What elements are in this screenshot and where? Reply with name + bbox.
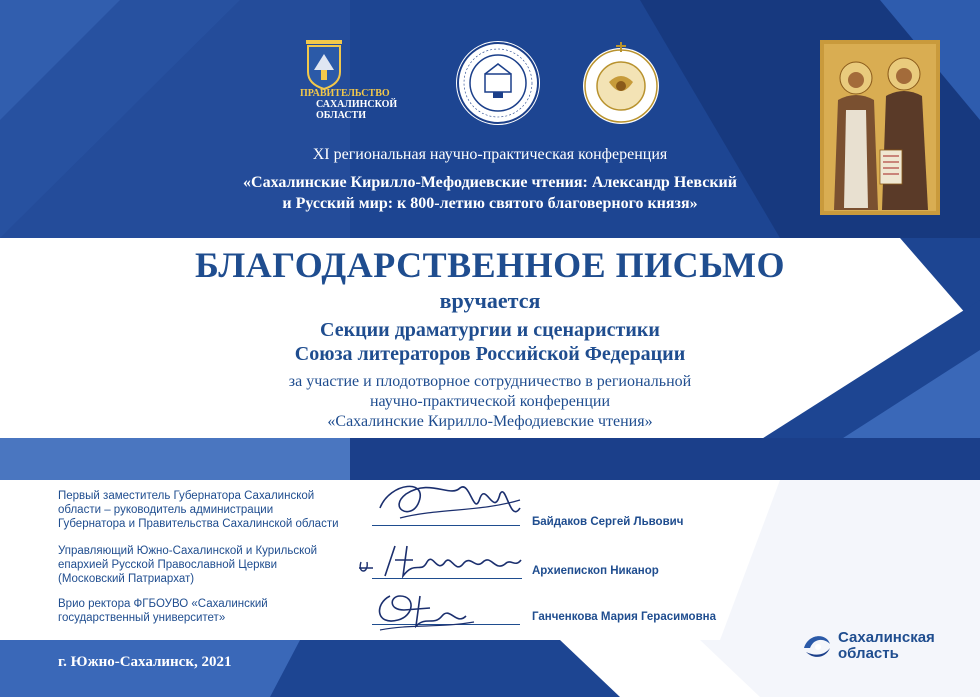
church-seal-icon xyxy=(578,40,664,126)
signatory-2-name: Архиепископ Никанор xyxy=(532,565,659,577)
region-line1: Сахалинская xyxy=(838,629,935,646)
signatory-1-role-line1: Первый заместитель Губернатора Сахалинской xyxy=(58,490,315,502)
reason-line3: «Сахалинские Кирилло-Мефодиевские чтения» xyxy=(327,413,653,430)
signatory-2-role xyxy=(58,544,378,586)
region-logo-icon xyxy=(800,630,834,662)
signatory-2-role-line2: епархией Русской Православной Церкви xyxy=(58,559,278,571)
city-year: г. Южно-Сахалинск, 2021 xyxy=(58,654,232,670)
presented-label: вручается xyxy=(439,288,541,313)
signatory-2-role-line3: (Московский Патриархат) xyxy=(58,573,195,585)
government-logo-text xyxy=(300,88,397,121)
reason xyxy=(150,372,830,432)
signatory-3-role xyxy=(58,597,378,625)
region-logo-text xyxy=(838,630,935,662)
certificate-title: БЛАГОДАРСТВЕННОЕ ПИСЬМО xyxy=(194,245,786,285)
reason-line1: за участие и плодотворное сотрудничество в региональной xyxy=(288,373,692,390)
signatory-3-role-line1: Врио ректора ФГБОУВО «Сахалинский xyxy=(58,598,268,610)
reason-line2: научно-практической конференции xyxy=(369,393,611,410)
conference-title-line1: «Сахалинские Кирилло-Мефодиевские чтения: Александр Невский xyxy=(243,174,737,191)
signature-1-handwriting xyxy=(370,478,530,534)
gov-text-line3: ОБЛАСТИ xyxy=(316,110,366,121)
signature-2-handwriting xyxy=(355,540,525,584)
region-line2: область xyxy=(838,645,899,662)
gov-text-line2: САХАЛИНСКОЙ xyxy=(316,99,398,110)
signatory-3-role-line2: государственный университет» xyxy=(58,612,226,624)
conference-title xyxy=(160,172,820,214)
signatory-2-role-line1: Управляющий Южно-Сахалинской и Курильской xyxy=(58,545,318,557)
recipient xyxy=(150,318,830,366)
signatory-1-role-line2: области – руководитель администрации xyxy=(58,504,274,516)
conference-title-line2: и Русский мир: к 800-летию святого благоверного князя» xyxy=(282,195,698,212)
saints-icon xyxy=(820,40,940,215)
signatory-1-role-line3: Губернатора и Правительства Сахалинской области xyxy=(58,518,339,530)
university-seal-icon xyxy=(455,40,541,126)
recipient-line2: Союза литераторов Российской Федерации xyxy=(294,343,686,365)
signature-3-handwriting xyxy=(370,586,480,634)
government-emblem-icon xyxy=(304,40,344,90)
signatory-3-name: Ганченкова Мария Герасимовна xyxy=(532,611,716,623)
gov-text-line1: ПРАВИТЕЛЬСТВО xyxy=(300,88,390,99)
recipient-line1: Секции драматургии и сценаристики xyxy=(320,319,660,341)
signatory-1-role xyxy=(58,489,378,531)
signatory-1-name: Байдаков Сергей Львович xyxy=(532,516,684,528)
conference-subtitle: XI региональная научно-практическая конференция xyxy=(312,146,668,163)
